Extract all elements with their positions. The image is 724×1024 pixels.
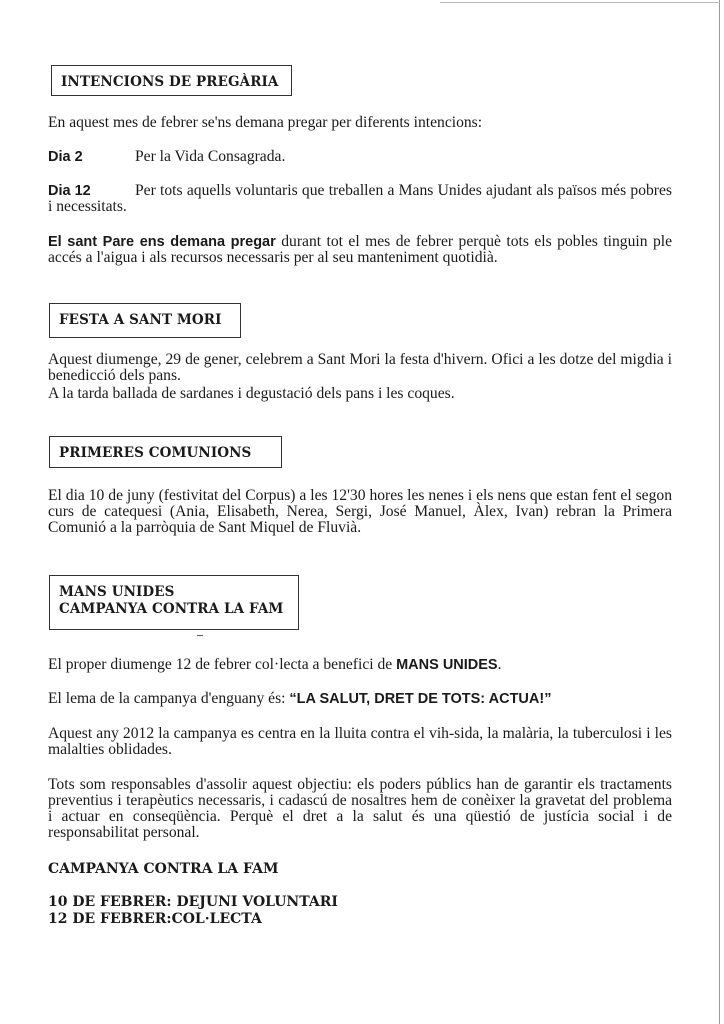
section-title-intencions	[51, 65, 292, 96]
mans-collecta	[48, 657, 672, 673]
section-title-festa	[49, 303, 241, 338]
section-title-comunions-text: PRIMERES COMUNIONS	[59, 445, 252, 461]
sant-pare-text: durant tot el mes de febrer perquè tots els pobles tinguin ple accés a l'aigua i als recursos necessaris per al seu manteniment quotidià.	[48, 233, 673, 266]
mans-lema-bold: “LA SALUT, DRET DE TOTS: ACTUA!”	[289, 691, 552, 707]
intencio-dia-12-label: Dia 12	[48, 183, 91, 199]
mans-campanya-2012: Aquest any 2012 la campanya es centra en la lluita contra el vih-sida, la malària, la tuberculosi i les malalties oblidades.	[48, 725, 672, 758]
mans-responsables: Tots som responsables d'assolir aquest objectiu: els poders públics han de garantir els tractaments preventius i terapèutics necessaris, i cadascú de nosaltres hem de conèixer la gravetat del problema i actuar en conseqüència. Perquè el dret a la salut és una qüestió de justícia social i de responsabilitat personal.	[48, 776, 672, 841]
section-title-mans-line-2: CAMPANYA CONTRA LA FAM	[59, 601, 284, 617]
intencio-dia-2-text: Per la Vida Consagrada.	[135, 148, 286, 165]
intencio-dia-12	[48, 183, 672, 215]
intencions-intro: En aquest mes de febrer se'ns demana pregar per diferents intencions:	[48, 114, 483, 131]
date-dejuni: 10 DE FEBRER: DEJUNI VOLUNTARI	[48, 894, 338, 910]
intencions-sant-pare	[48, 234, 672, 266]
festa-line-2: A la tarda ballada de sardanes i degustació dels pans i les coques.	[48, 385, 455, 402]
mans-collecta-bold: MANS UNIDES	[396, 657, 498, 673]
festa-line-1: Aquest diumenge, 29 de gener, celebrem a Sant Mori la festa d'hivern. Ofici a les dotze del migdia i benedicció dels pans.	[48, 351, 672, 384]
mans-lema	[48, 691, 672, 707]
section-title-mans-unides	[49, 575, 299, 630]
section-title-intencions-text: INTENCIONS DE PREGÀRIA	[61, 74, 279, 90]
page-top-edge-line	[440, 2, 720, 3]
section-title-festa-text: FESTA A SANT MORI	[59, 312, 222, 328]
comunions-text: El dia 10 de juny (festivitat del Corpus) a les 12'30 hores les nenes i els nens que estan fent el segon curs de catequesi (Ania, Elisabeth, Nerea, Sergi, José Manuel, Àlex, Ivan) rebran la Primera Comunió a la parròquia de Sant Miquel de Fluvià.	[48, 487, 672, 536]
scan-mark	[197, 635, 203, 636]
intencio-dia-2	[48, 149, 672, 165]
campanya-heading: CAMPANYA CONTRA LA FAM	[48, 861, 279, 877]
date-collecta: 12 DE FEBRER:COL·LECTA	[48, 911, 262, 927]
intencio-dia-2-label: Dia 2	[48, 149, 83, 165]
sant-pare-bold: El sant Pare ens demana pregar	[48, 234, 276, 250]
page-edge-line	[719, 0, 720, 1024]
mans-collecta-text: El proper diumenge 12 de febrer col·lecta a benefici de	[48, 656, 397, 673]
intencio-dia-12-text: Per tots aquells voluntaris que treballen a Mans Unides ajudant als països més pobres i necessitats.	[48, 182, 672, 215]
mans-collecta-end: .	[497, 656, 502, 673]
mans-lema-text: El lema de la campanya d'enguany és:	[48, 690, 290, 707]
section-title-mans-line-1: MANS UNIDES	[59, 584, 175, 600]
section-title-comunions	[49, 436, 282, 468]
